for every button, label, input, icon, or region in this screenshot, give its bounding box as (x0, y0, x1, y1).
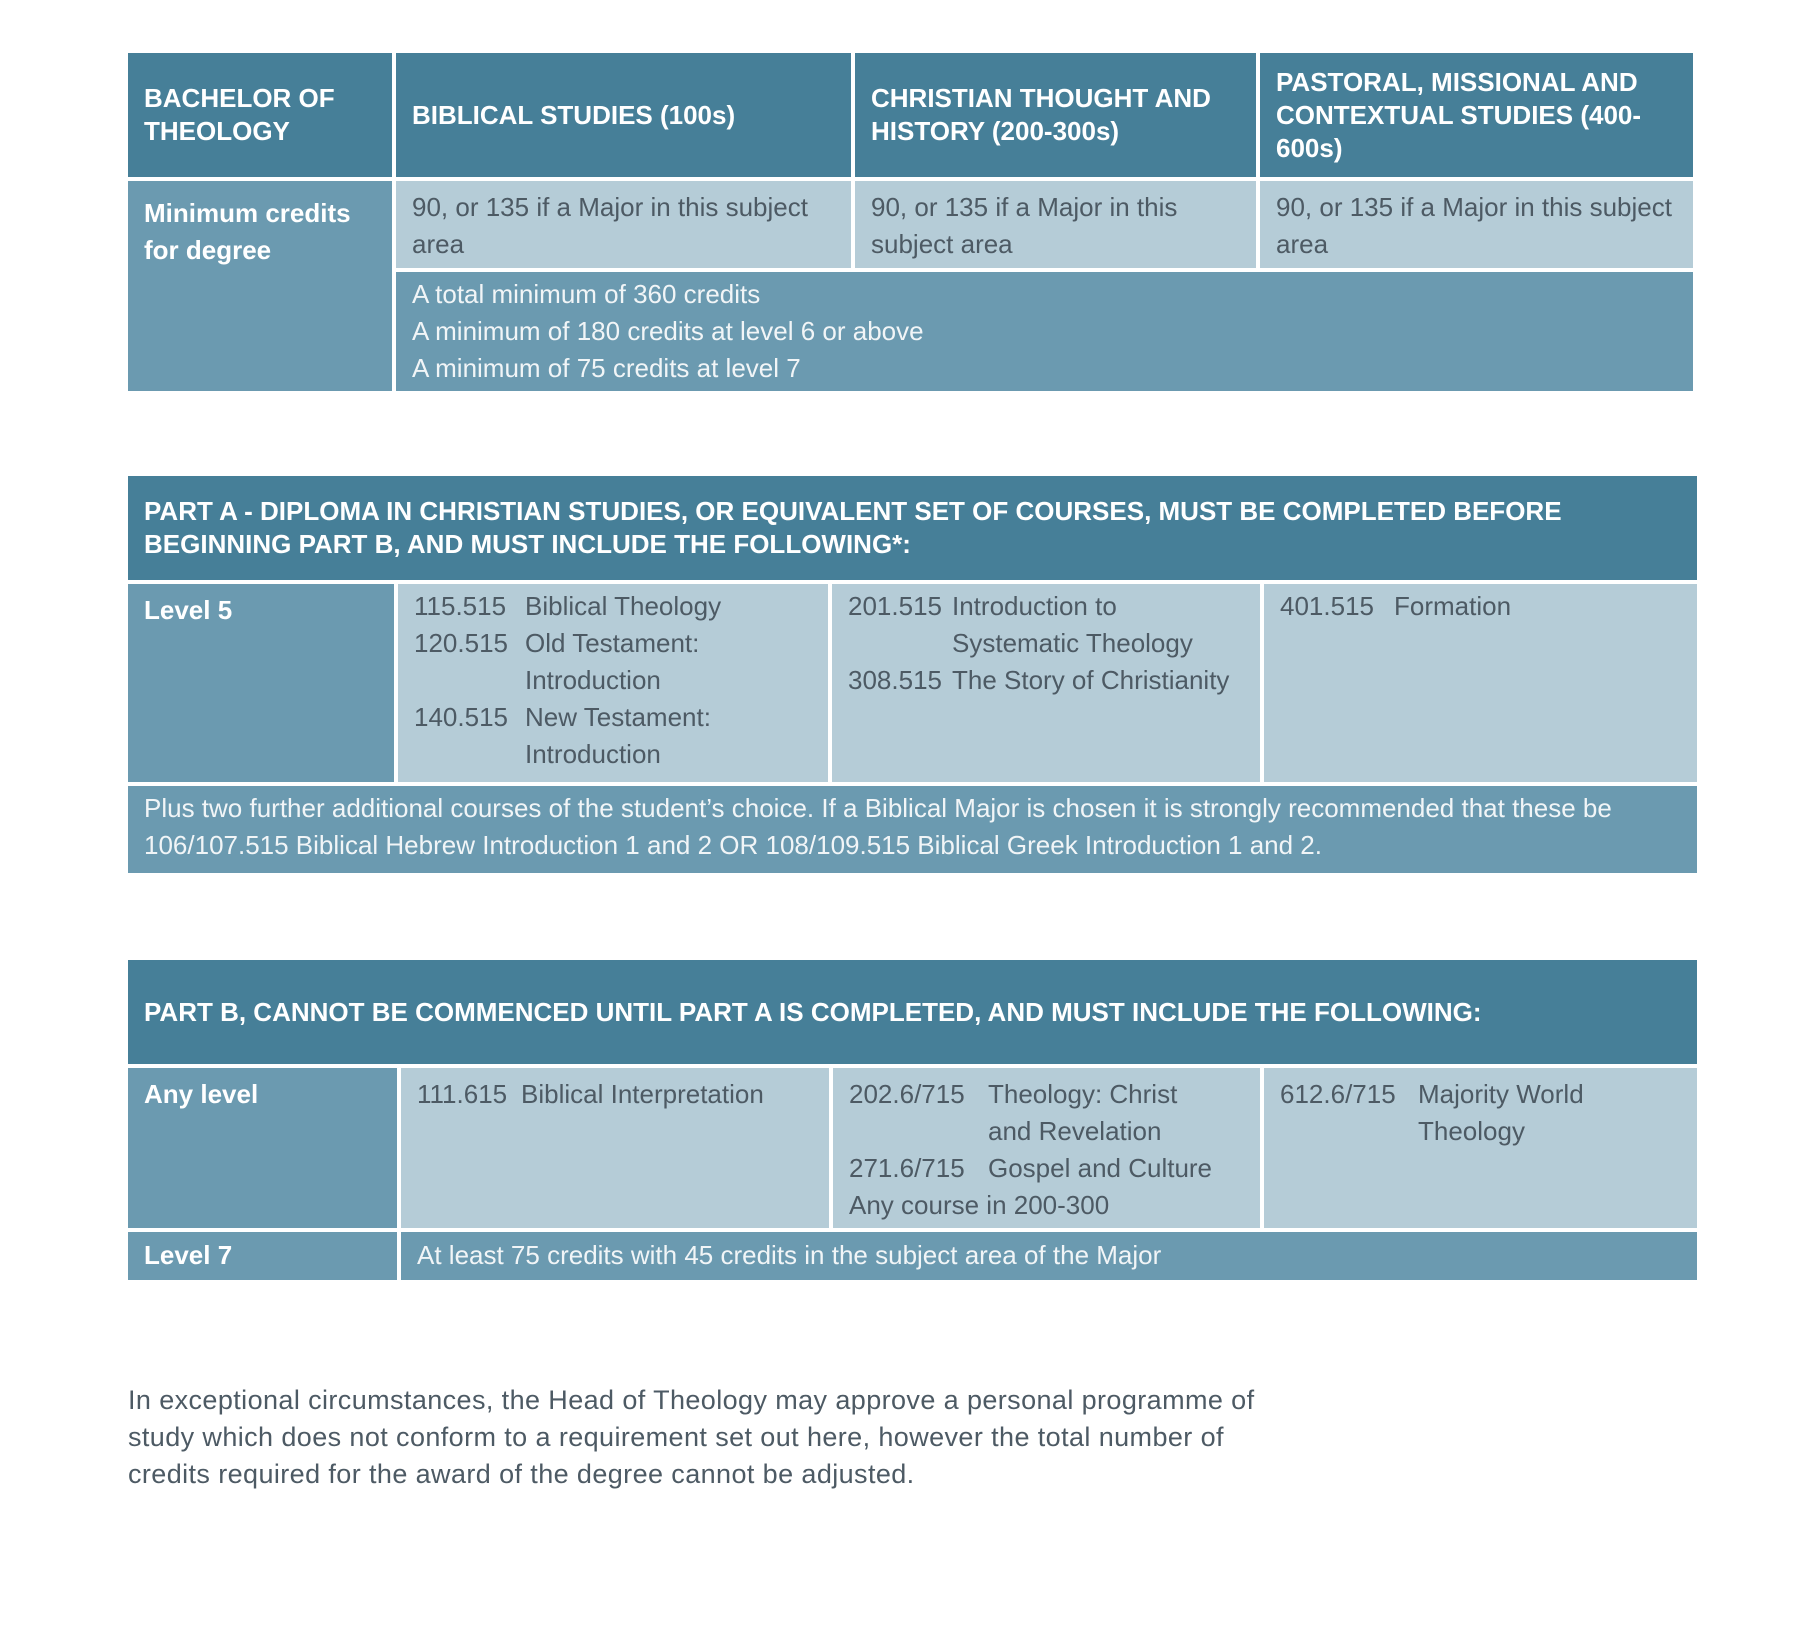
part-b-christian-thought-courses-cell (833, 1068, 1260, 1228)
pastoral-credits-cell (1260, 181, 1693, 268)
part-b-header: PART B, CANNOT BE COMMENCED UNTIL PART A IS COMPLETED, AND MUST INCLUDE THE FOLLOWING: (144, 996, 1482, 1027)
part-a-christian-thought-courses-cell (832, 584, 1260, 782)
level7-requirement: At least 75 credits with 45 credits in the subject area of the Major (417, 1240, 1162, 1270)
course-item (1280, 588, 1681, 625)
any-level-label: Any level (144, 1079, 259, 1109)
course-code: 201.515 (848, 591, 942, 621)
part-a-pastoral-courses-cell (1264, 584, 1697, 782)
course-item (1280, 1076, 1681, 1150)
course-title: New Testament: Introduction (525, 702, 711, 769)
minimum-credits-label-cell (128, 181, 392, 391)
degree-header-cell (128, 53, 392, 177)
level7-label-cell (128, 1232, 397, 1280)
course-title: The Story of Christianity (952, 665, 1230, 695)
course-item (848, 662, 1244, 699)
course-code: 202.6/715 (849, 1079, 965, 1109)
level5-label-cell (128, 584, 394, 782)
christian-thought-header: CHRISTIAN THOUGHT AND HISTORY (200-300s) (871, 83, 1211, 146)
biblical-credits: 90, or 135 if a Major in this subject area (412, 192, 808, 259)
course-item (849, 1150, 1244, 1187)
christian-thought-credits: 90, or 135 if a Major in this subject area (871, 192, 1178, 259)
part-b-pastoral-courses-cell (1264, 1068, 1697, 1228)
course-title: Majority World Theology (1418, 1079, 1584, 1146)
course-code: 120.515 (414, 628, 508, 658)
exceptional-circumstances-note: In exceptional circumstances, the Head of Theology may approve a personal programme of study which does not conform to a requirement set out here, however the total number of credits required for the award of the degree cannot be adjusted. (128, 1385, 1255, 1489)
level6-credits-line: A minimum of 180 credits at level 6 or above (412, 316, 924, 346)
course-title: Theology: Christ and Revelation (988, 1079, 1178, 1146)
minimum-credits-label: Minimum credits for degree (144, 198, 351, 265)
pastoral-credits: 90, or 135 if a Major in this subject area (1276, 192, 1672, 259)
course-title: Introduction to Systematic Theology (952, 591, 1193, 658)
level7-requirement-cell (401, 1232, 1697, 1280)
course-code: 271.6/715 (849, 1153, 965, 1183)
part-b-biblical-courses-cell (401, 1068, 829, 1228)
total-credits-cell (396, 272, 1693, 391)
course-item (849, 1076, 1244, 1150)
part-a-note: Plus two further additional courses of the student’s choice. If a Biblical Major is chosen it is strongly recommended that these be 106/107.515 Biblical Hebrew Introduction 1 and 2 OR 108/109.515 Biblical Greek Introduction 1 and 2. (144, 793, 1612, 860)
part-a-note-cell (128, 786, 1697, 873)
total-credits-line: A total minimum of 360 credits (412, 279, 761, 309)
course-code: 111.615 (417, 1079, 508, 1109)
part-a-table (128, 476, 1697, 873)
part-a-biblical-courses-cell (398, 584, 828, 782)
course-item (848, 588, 1244, 662)
biblical-studies-header-cell (396, 53, 851, 177)
pastoral-studies-header-cell (1260, 53, 1693, 177)
part-a-header: PART A - DIPLOMA IN CHRISTIAN STUDIES, OR EQUIVALENT SET OF COURSES, MUST BE COMPLETED BEFORE BEGINNING PART B, AND MUST INCLUDE THE FOLLOWING*: (144, 496, 1562, 559)
part-a-header-cell (128, 476, 1697, 580)
course-title: Biblical Interpretation (521, 1079, 764, 1109)
course-code: 140.515 (414, 702, 508, 732)
part-b-table (128, 960, 1697, 1280)
level7-credits-line: A minimum of 75 credits at level 7 (412, 353, 801, 383)
pastoral-studies-header: PASTORAL, MISSIONAL AND CONTEXTUAL STUDIES (400-600s) (1276, 66, 1642, 163)
course-code: 308.515 (848, 665, 942, 695)
course-title: Gospel and Culture (988, 1153, 1213, 1183)
any-course-note: Any course in 200-300 (849, 1190, 1110, 1220)
biblical-studies-header: BIBLICAL STUDIES (100s) (412, 99, 736, 130)
degree-title: BACHELOR OF THEOLOGY (144, 83, 335, 146)
course-item (417, 1076, 813, 1113)
course-code: 401.515 (1280, 591, 1374, 621)
course-code: 612.6/715 (1280, 1079, 1396, 1109)
course-code: 115.515 (414, 591, 507, 621)
course-item (414, 588, 812, 625)
part-b-header-cell (128, 960, 1697, 1064)
degree-summary-table (128, 53, 1693, 391)
any-level-label-cell (128, 1068, 397, 1228)
christian-thought-credits-cell (855, 181, 1256, 268)
course-title: Formation (1394, 591, 1512, 621)
course-item (414, 699, 812, 773)
level5-label: Level 5 (144, 595, 233, 625)
level7-label: Level 7 (144, 1240, 233, 1270)
course-item (414, 625, 812, 699)
course-title: Biblical Theology (525, 591, 722, 621)
christian-thought-header-cell (855, 53, 1256, 177)
biblical-credits-cell (396, 181, 851, 268)
course-title: Old Testament: Introduction (525, 628, 700, 695)
